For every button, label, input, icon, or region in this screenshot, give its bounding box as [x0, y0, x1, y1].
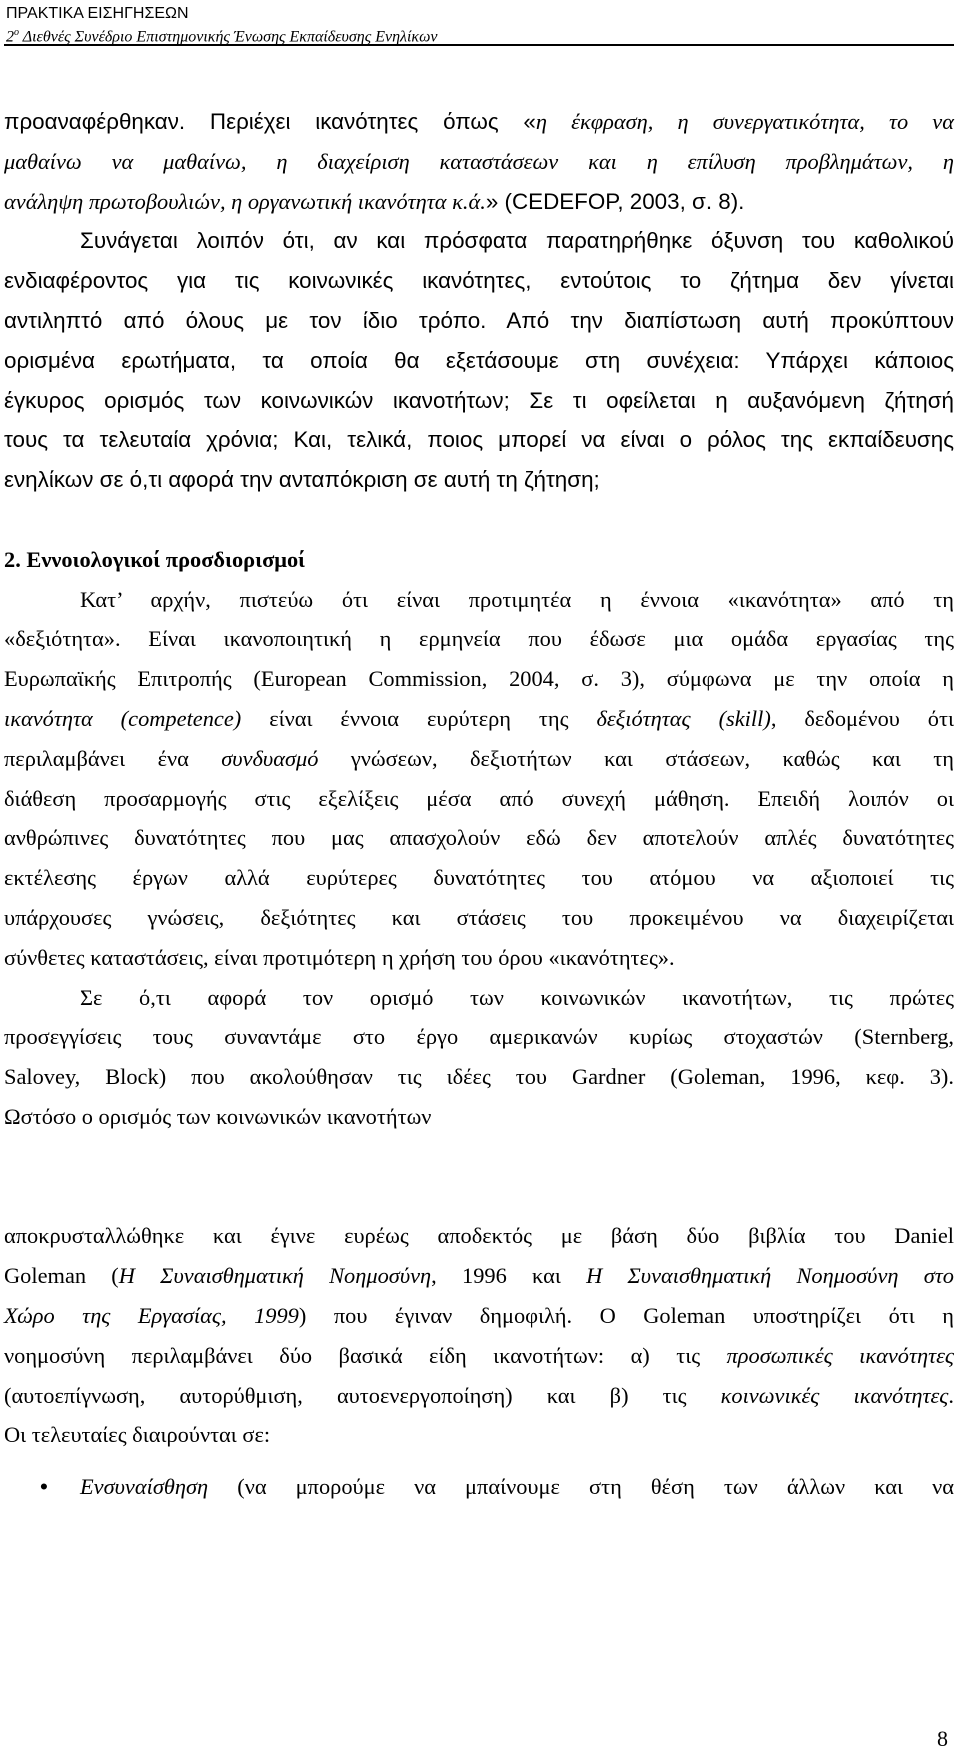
text-run: , 1996 και — [431, 1263, 587, 1289]
text-run: είναι έννοια ευρύτερη της — [241, 705, 597, 731]
header-title: ΠΡΑΚΤΙΚΑ ΕΙΣΗΓΗΣΕΩΝ — [6, 5, 189, 22]
text-run: γνώσεων, δεξιοτήτων και στάσεων, καθώς και τη — [318, 745, 955, 771]
text-line — [4, 1376, 954, 1416]
text-line — [4, 102, 954, 142]
italic-run: κοινωνικές ικανότητες — [720, 1382, 949, 1408]
page-number: 8 — [937, 1726, 948, 1751]
list-item-text — [80, 1467, 954, 1507]
text-run: (να μπορούμε να μπαίνουμε στη θέση των άλλων και να — [208, 1474, 954, 1500]
text-line: Σε ό,τι αφορά τον ορισμό των κοινωνικών ικανοτήτων, τις πρώτες — [80, 984, 954, 1010]
italic-run: δεξιότητας (skill) — [596, 705, 771, 731]
text-line: τους τα τελευταία χρόνια; Και, τελικά, ποιος μπορεί να είναι ο ρόλος της εκπαίδευσης — [4, 427, 954, 453]
text-line: Ωστόσο ο ορισμός των κοινωνικών ικανοτήτων — [4, 1103, 432, 1129]
header-conference — [6, 23, 437, 46]
text-line — [4, 739, 954, 779]
text-run: περιλαμβάνει ένα — [4, 745, 222, 771]
spacer — [4, 500, 954, 540]
text-run: . — [948, 1382, 954, 1408]
text-line: Οι τελευταίες διαιρούνται σε: — [4, 1422, 271, 1448]
italic-run: ανάληψη πρωτοβουλιών, η οργανωτική ικανότητα κ.ά. — [4, 188, 486, 214]
section-heading: 2. Εννοιολογικοί προσδιορισμοί — [4, 546, 306, 572]
text-line: ανθρώπινες δυνατότητες που μας απασχολούν εδώ δεν αποτελούν απλές δυνατότητες — [4, 825, 954, 851]
italic-run: Ενσυναίσθηση — [80, 1474, 209, 1500]
text-line: ενδιαφέροντος για τις κοινωνικές ικανότητες, εντούτοις το ζήτημα δεν γίνεται — [4, 268, 954, 294]
text-line: μαθαίνω να μαθαίνω, η διαχείριση καταστάσεων και η επίλυση προβλημάτων, η — [4, 148, 954, 174]
bullet-icon: • — [40, 1474, 48, 1500]
text-line — [4, 1336, 954, 1376]
italic-run: προσωπικές ικανότητες — [726, 1342, 954, 1368]
text-run: (αυτοεπίγνωση, αυτορύθμιση, αυτοενεργοποίηση) και β) τις — [4, 1382, 721, 1408]
text-line: έγκυρος ορισμός των κοινωνικών ικανοτήτων; Σε τι οφείλεται η αυξανόμενη ζήτησή — [4, 387, 954, 413]
italic-run: η έκφραση, η συνεργατικότητα, το να — [535, 109, 955, 134]
text-line: υπάρχουσες γνώσεις, δεξιότητες και στάσεις του προκειμένου να διαχειρίζεται — [4, 904, 954, 930]
book-title: Η Συναισθηματική Νοημοσύνη — [118, 1263, 432, 1289]
text-run: νοημοσύνη περιλαμβάνει δύο βασικά είδη ικανοτήτων: α) τις — [4, 1342, 727, 1368]
text-line — [4, 699, 954, 739]
text-line: Salovey, Block) που ακολούθησαν τις ιδέες του Gardner (Goleman, 1996, κεφ. 3). — [4, 1064, 954, 1090]
text-line: σύνθετες καταστάσεις, είναι προτιμότερη η χρήση του όρου «ικανότητες». — [4, 944, 675, 970]
body-text — [4, 102, 954, 1507]
text-line: αποκρυσταλλώθηκε και έγινε ευρέως αποδεκτός με βάση δύο βιβλία του Daniel — [4, 1223, 954, 1249]
header-divider — [4, 44, 954, 46]
citation: » (CEDEFOP, 2003, σ. 8). — [485, 188, 745, 214]
text-run: ) που έγιναν δημοφιλή. Ο Goleman υποστηρίζει ότι η — [298, 1302, 954, 1328]
text-line: διάθεση προσαρμογής στις εξελίξεις μέσα από συνεχή μάθηση. Επειδή λοιπόν οι — [4, 785, 954, 811]
text-line: αντιληπτό από όλους με τον ίδιο τρόπο. Από την διαπίστωση αυτή προκύπτουν — [4, 307, 954, 333]
text-line: Συνάγεται λοιπόν ότι, αν και πρόσφατα παρατηρήθηκε όξυνση του καθολικού — [80, 228, 954, 254]
text-line: Κατ’ αρχήν, πιστεύω ότι είναι προτιμητέα η έννοια «ικανότητα» από τη — [80, 586, 954, 612]
text-line: Ευρωπαϊκής Επιτροπής (European Commission, 2004, σ. 3), σύμφωνα με την οποία η — [4, 666, 954, 692]
book-title: Η Συναισθηματική Νοημοσύνη στο — [586, 1263, 954, 1289]
text-line: προσεγγίσεις τους συναντάμε στο έργο αμερικανών κυρίως στοχαστών (Sternberg, — [4, 1024, 954, 1050]
header-conference-ordinal: ο — [14, 27, 19, 38]
text-line — [4, 1256, 954, 1296]
text-line: εκτέλεσης έργων αλλά ευρύτερες δυνατότητες του ατόμου να αξιοποιεί τις — [4, 865, 954, 891]
running-header — [6, 4, 437, 46]
spacer — [4, 1455, 954, 1467]
text-line: ορισμένα ερωτήματα, τα οποία θα εξετάσουμε στη συνέχεια: Υπάρχει κάποιος — [4, 347, 954, 373]
text-line — [4, 182, 954, 222]
text-run: , δεδομένου ότι — [770, 705, 954, 731]
header-conference-number: 2 — [6, 28, 14, 46]
italic-run: συνδυασμό — [221, 745, 319, 771]
italic-run: ικανότητα (competence) — [4, 705, 242, 731]
spacer — [4, 1137, 954, 1217]
text-line: ενηλίκων σε ό,τι αφορά την ανταπόκριση σε αυτή τη ζήτηση; — [4, 467, 600, 493]
text-line — [4, 1296, 954, 1336]
list-item — [4, 1467, 954, 1507]
text-run: Goleman ( — [4, 1263, 119, 1289]
book-title: Χώρο της Εργασίας, 1999 — [4, 1302, 299, 1328]
text-line: «δεξιότητα». Είναι ικανοποιητική η ερμηνεία που έδωσε μια ομάδα εργασίας της — [4, 626, 954, 652]
text-run: προαναφέρθηκαν. Περιέχει ικανότητες όπως « — [4, 109, 536, 134]
header-conference-name: Διεθνές Συνέδριο Επιστημονικής Ένωσης Εκπαίδευσης Ενηλίκων — [19, 28, 438, 46]
